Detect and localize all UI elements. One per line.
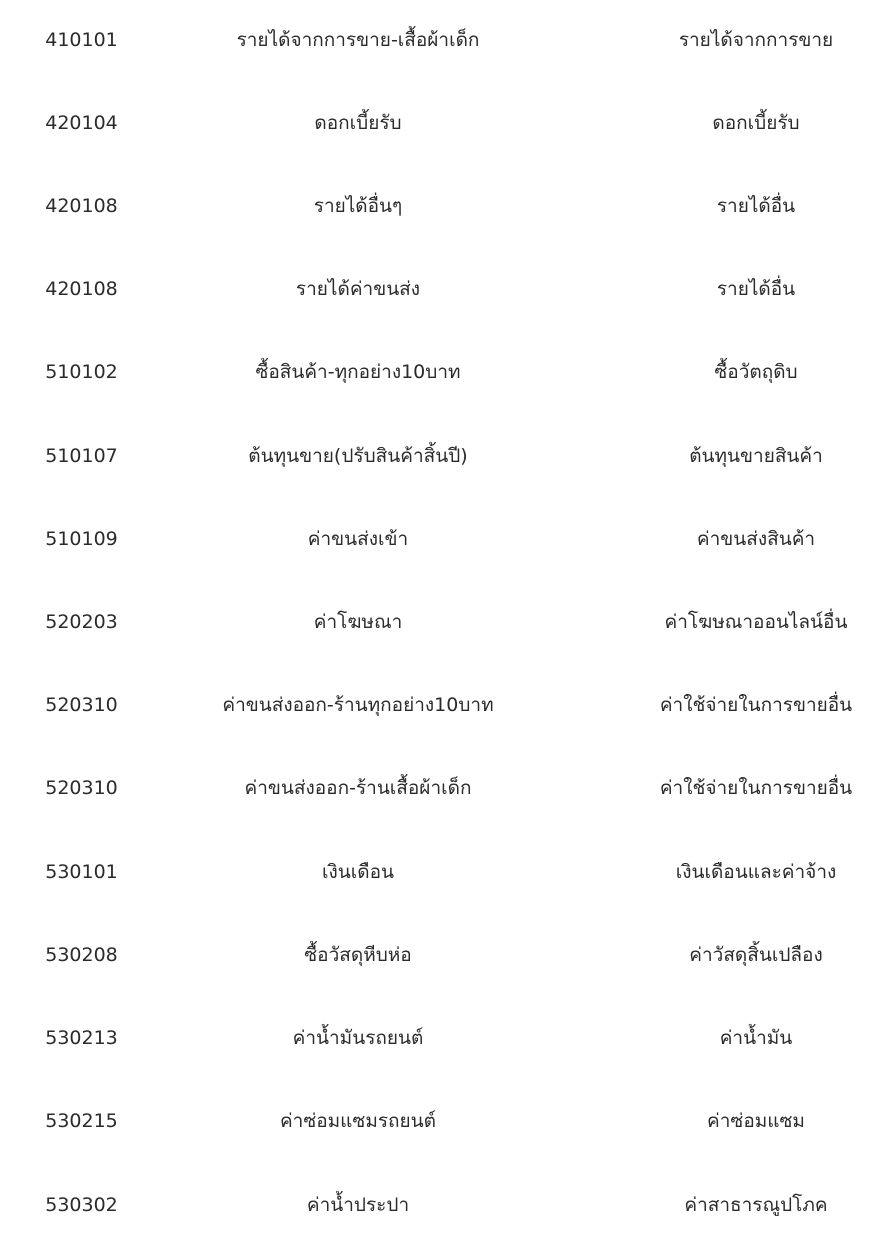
table-row (0, 352, 874, 392)
account-category: รายได้อื่น (716, 195, 796, 217)
account-category: ค่าขนส่งสินค้า (696, 528, 816, 550)
table-row (0, 20, 874, 60)
account-name: ค่าขนส่งเข้า (307, 528, 409, 550)
account-code: 530215 (45, 1110, 118, 1132)
account-category: ค่าสาธารณูปโภค (684, 1194, 828, 1216)
table-row (0, 186, 874, 226)
table-row (0, 103, 874, 143)
account-category: ค่าใช้จ่ายในการขายอื่น (659, 777, 853, 799)
account-category: รายได้อื่น (716, 278, 796, 300)
table-row (0, 1185, 874, 1225)
account-name: เงินเดือน (322, 861, 394, 883)
account-code: 410101 (45, 29, 118, 51)
account-code: 510102 (45, 361, 118, 383)
account-name: ค่าโฆษณา (313, 611, 403, 633)
account-name: รายได้อื่นๆ (313, 195, 403, 217)
account-code: 520310 (45, 694, 118, 716)
account-name: รายได้จากการขาย-เสื้อผ้าเด็ก (236, 29, 480, 51)
account-code: 520310 (45, 777, 118, 799)
table-row (0, 1018, 874, 1058)
account-category: ดอกเบี้ยรับ (712, 112, 800, 134)
account-name: ซื้อวัสดุหีบห่อ (304, 944, 412, 966)
account-category: ค่าน้ำมัน (719, 1027, 793, 1049)
account-code: 530208 (45, 944, 118, 966)
account-category: ค่าใช้จ่ายในการขายอื่น (659, 694, 853, 716)
account-category: ค่าโฆษณาออนไลน์อื่น (664, 611, 848, 633)
account-category: รายได้จากการขาย (678, 29, 834, 51)
account-code: 420108 (45, 195, 118, 217)
account-name: ซื้อสินค้า-ทุกอย่าง10บาท (255, 361, 461, 383)
account-name: ค่าซ่อมแซมรถยนต์ (279, 1110, 437, 1132)
account-category: ค่าวัสดุสิ้นเปลือง (689, 944, 823, 966)
table-row (0, 436, 874, 476)
table-row (0, 269, 874, 309)
account-code: 420108 (45, 278, 118, 300)
table-row (0, 519, 874, 559)
account-category: เงินเดือนและค่าจ้าง (675, 861, 837, 883)
table-row (0, 1101, 874, 1141)
account-category: ค่าซ่อมแซม (707, 1110, 805, 1132)
account-name: ค่าน้ำประปา (306, 1194, 410, 1216)
account-name: ต้นทุนขาย(ปรับสินค้าสิ้นปี) (248, 445, 468, 467)
account-code: 420104 (45, 112, 118, 134)
account-code: 510107 (45, 445, 118, 467)
account-code: 530302 (45, 1194, 118, 1216)
account-category: ซื้อวัตถุดิบ (714, 361, 798, 383)
table-row (0, 602, 874, 642)
account-category: ต้นทุนขายสินค้า (689, 445, 823, 467)
account-name: ดอกเบี้ยรับ (314, 112, 402, 134)
table-row (0, 852, 874, 892)
account-name: รายได้ค่าขนส่ง (295, 278, 421, 300)
account-code: 520203 (45, 611, 118, 633)
table-row (0, 935, 874, 975)
account-code: 510109 (45, 528, 118, 550)
account-code: 530101 (45, 861, 118, 883)
table-row (0, 685, 874, 725)
account-code: 530213 (45, 1027, 118, 1049)
account-name: ค่าขนส่งออก-ร้านทุกอย่าง10บาท (222, 694, 494, 716)
account-name: ค่าขนส่งออก-ร้านเสื้อผ้าเด็ก (244, 777, 472, 799)
account-name: ค่าน้ำมันรถยนต์ (292, 1027, 424, 1049)
table-row (0, 768, 874, 808)
